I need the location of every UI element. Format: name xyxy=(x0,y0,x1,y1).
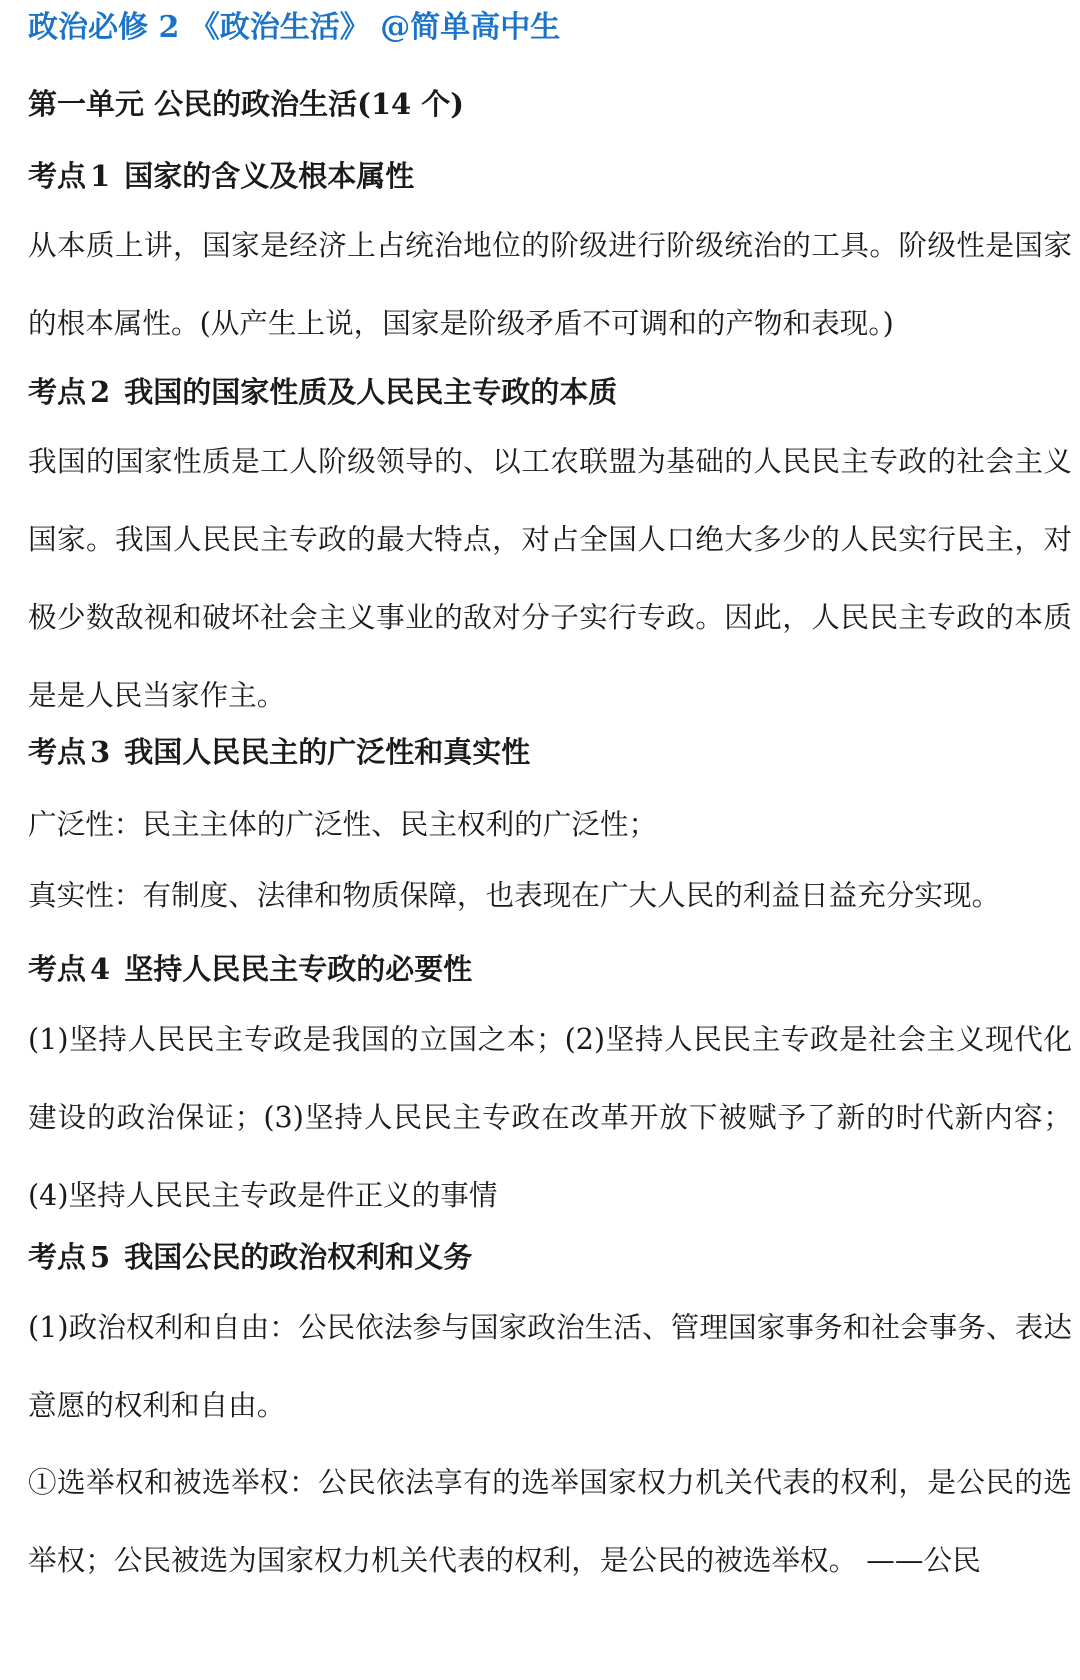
document-header: 政治必修 2 《政治生活》 @简单高中生 xyxy=(28,10,561,45)
kp1-heading xyxy=(28,154,414,198)
kp2-number: 2 xyxy=(90,375,111,409)
kp3-number: 3 xyxy=(90,735,111,769)
kp5-number: 5 xyxy=(90,1240,111,1274)
kp4-number: 4 xyxy=(90,952,111,986)
kp5-title: 我国公民的政治权利和义务 xyxy=(124,1240,473,1274)
kp5-label: 考点 xyxy=(28,1240,87,1274)
kp3-label: 考点 xyxy=(28,735,87,769)
kp2-heading xyxy=(28,370,617,414)
kp1-label: 考点 xyxy=(28,159,87,193)
kp5-body-election-rights: ①选举权和被选举权：公民依法享有的选举国家权力机关代表的权利，是公民的选举权；公民被选为国家权力机关代表的权利，是公民的被选举权。 ——公民 xyxy=(28,1465,1072,1577)
kp3-title: 我国人民民主的广泛性和真实性 xyxy=(124,735,531,769)
kp3-authenticity-line: 真实性：有制度、法律和物质保障，也表现在广大人民的利益日益充分实现。 xyxy=(28,878,1001,912)
kp4-heading xyxy=(28,947,472,991)
kp2-title: 我国的国家性质及人民民主专政的本质 xyxy=(124,375,618,409)
unit-title: 第一单元 公民的政治生活(14 个) xyxy=(28,87,464,121)
kp4-title: 坚持人民民主专政的必要性 xyxy=(124,952,473,986)
kp5-heading xyxy=(28,1235,472,1279)
kp2-label: 考点 xyxy=(28,375,87,409)
kp1-number: 1 xyxy=(90,159,111,193)
kp1-body: 从本质上讲，国家是经济上占统治地位的阶级进行阶级统治的工具。阶级性是国家的根本属性。(从产生上说，国家是阶级矛盾不可调和的产物和表现。) xyxy=(28,228,1072,340)
kp3-breadth-line: 广泛性：民主主体的广泛性、民主权利的广泛性； xyxy=(28,807,658,841)
kp1-title: 国家的含义及根本属性 xyxy=(124,159,415,193)
kp3-heading xyxy=(28,730,530,774)
kp4-label: 考点 xyxy=(28,952,87,986)
kp4-body: (1)坚持人民民主专政是我国的立国之本；(2)坚持人民民主专政是社会主义现代化建设的政治保证；(3)坚持人民民主专政在改革开放下被赋予了新的时代新内容；(4)坚持人民民主专政是件正义的事情 xyxy=(28,1022,1072,1212)
kp5-body-political-rights: (1)政治权利和自由：公民依法参与国家政治生活、管理国家事务和社会事务、表达意愿的权利和自由。 xyxy=(28,1310,1072,1422)
kp2-body: 我国的国家性质是工人阶级领导的、以工农联盟为基础的人民民主专政的社会主义国家。我国人民民主专政的最大特点，对占全国人口绝大多少的人民实行民主，对极少数敌视和破坏社会主义事业的敌对分子实行专政。因此，人民民主专政的本质是是人民当家作主。 xyxy=(28,444,1072,712)
